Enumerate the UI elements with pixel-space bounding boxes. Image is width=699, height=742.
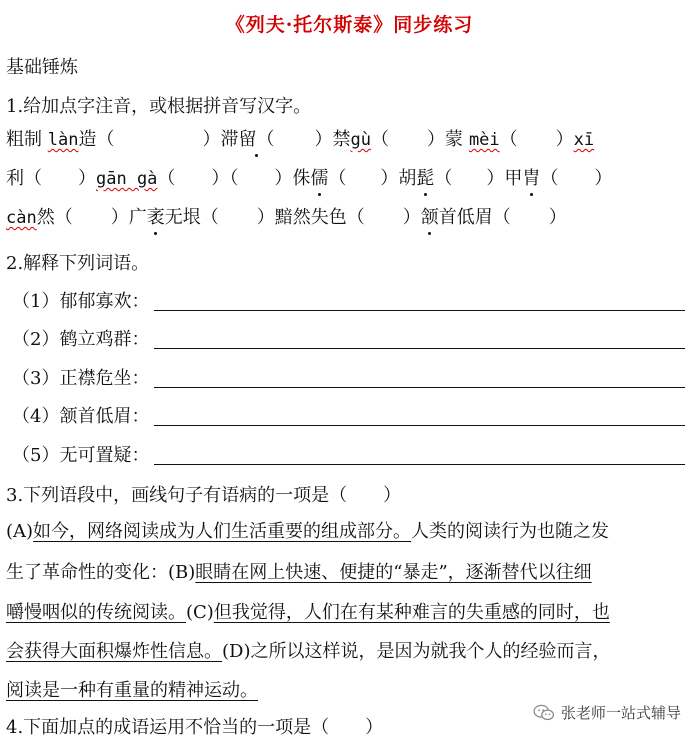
watermark-text: 张老师一站式辅导 <box>560 704 681 722</box>
text: 人类的阅读行为也随之发 <box>411 521 610 542</box>
q3-line-2 <box>6 561 592 585</box>
pinyin: xī <box>573 130 595 150</box>
text: ） <box>402 207 421 228</box>
q2-item-4: （4）颔首低眉： <box>12 406 150 427</box>
underlined-sentence-c-end: 会获得大面积爆炸性信息。 <box>6 641 222 662</box>
underlined-sentence-a: 如今，网络阅读成为人们生活重要的组成部分。 <box>33 521 412 542</box>
dotted-char: 胄 <box>522 168 541 189</box>
q4-prompt: 4.下面加点的成语运用不恰当的一项是（ ） <box>6 717 384 738</box>
dotted-char: 髭 <box>416 168 435 189</box>
answer-line-3[interactable] <box>154 387 685 388</box>
q1-prompt: 1.给加点字注音，或根据拼音写汉字。 <box>6 96 312 117</box>
text: （ <box>328 168 347 189</box>
text: ）胡 <box>380 168 417 189</box>
text: （ <box>370 129 389 150</box>
text: ）蒙 <box>426 129 463 150</box>
text: 然（ <box>36 207 73 228</box>
underlined-sentence-d: 阅读是一种有重量的精神运动。 <box>6 680 258 701</box>
q1-row-1 <box>6 128 594 152</box>
text: 造（ <box>78 129 115 150</box>
q3-prompt: 3.下列语段中，画线句子有语病的一项是（ ） <box>6 485 402 506</box>
answer-line-1[interactable] <box>154 310 685 311</box>
text: ）广 <box>110 207 147 228</box>
text: ）禁 <box>314 129 351 150</box>
text: 粗制 <box>6 129 42 150</box>
text: ） <box>548 207 567 228</box>
text: ）滞 <box>202 129 239 150</box>
q3-line-3 <box>6 601 610 625</box>
q3-line-5 <box>6 679 258 703</box>
text: 首低眉（ <box>438 207 511 228</box>
wechat-icon <box>533 704 555 722</box>
text: 利（ <box>6 168 42 189</box>
text: ）甲 <box>486 168 523 189</box>
text: （ <box>540 168 559 189</box>
watermark <box>529 700 685 725</box>
dotted-char: 儒 <box>310 168 329 189</box>
pinyin: càn <box>6 208 37 228</box>
dotted-char: 留（ <box>238 129 275 150</box>
q2-item-3: （3）正襟危坐： <box>12 368 150 389</box>
text: (D)之所以这样说，是因为就我个人的经验而言， <box>222 641 611 662</box>
text: 生了革命性的变化：(B) <box>6 562 196 583</box>
q2-item-2: （2）鹤立鸡群： <box>12 329 150 350</box>
underlined-sentence-c: 但我觉得，人们在有某种难言的失重感的同时，也 <box>213 602 610 623</box>
text: ）侏 <box>274 168 311 189</box>
underlined-sentence-b: 眼睛在网上快速、便捷的“暴走”，逐渐替代以往细 <box>195 562 592 583</box>
q2-prompt: 2.解释下列词语。 <box>6 253 150 274</box>
text: ）（ <box>211 168 239 189</box>
text: ） <box>594 168 613 189</box>
q2-item-5: （5）无可置疑： <box>12 445 150 466</box>
page-title: 《列夫·托尔斯泰》同步练习 <box>225 14 474 36</box>
text: ） <box>78 168 96 189</box>
text: ） <box>555 129 574 150</box>
option-c-label: (C) <box>186 602 214 623</box>
text: （ <box>157 168 176 189</box>
answer-line-2[interactable] <box>154 348 685 349</box>
q3-line-1 <box>6 520 609 544</box>
answer-line-5[interactable] <box>154 464 685 465</box>
q1-row-2 <box>6 167 612 191</box>
pinyin: mèi <box>468 130 500 150</box>
dotted-char: 颔 <box>420 207 439 228</box>
underlined-sentence-b-end: 嚼慢咽似的传统阅读。 <box>6 602 186 623</box>
pinyin: làn <box>47 130 79 150</box>
text: （ <box>499 129 518 150</box>
pinyin: gù <box>350 130 371 150</box>
q3-line-4 <box>6 640 610 664</box>
answer-line-4[interactable] <box>154 425 685 426</box>
dotted-char: 袤 <box>146 207 165 228</box>
pinyin: gān gà <box>96 169 158 189</box>
text: 无垠（ <box>164 207 219 228</box>
option-a-label: (A) <box>6 521 34 542</box>
text: （ <box>434 168 453 189</box>
section-heading: 基础锤炼 <box>6 57 78 78</box>
q1-row-3 <box>6 206 567 230</box>
q2-item-1: （1）郁郁寡欢： <box>12 291 150 312</box>
text: ）黯然失色（ <box>256 207 365 228</box>
